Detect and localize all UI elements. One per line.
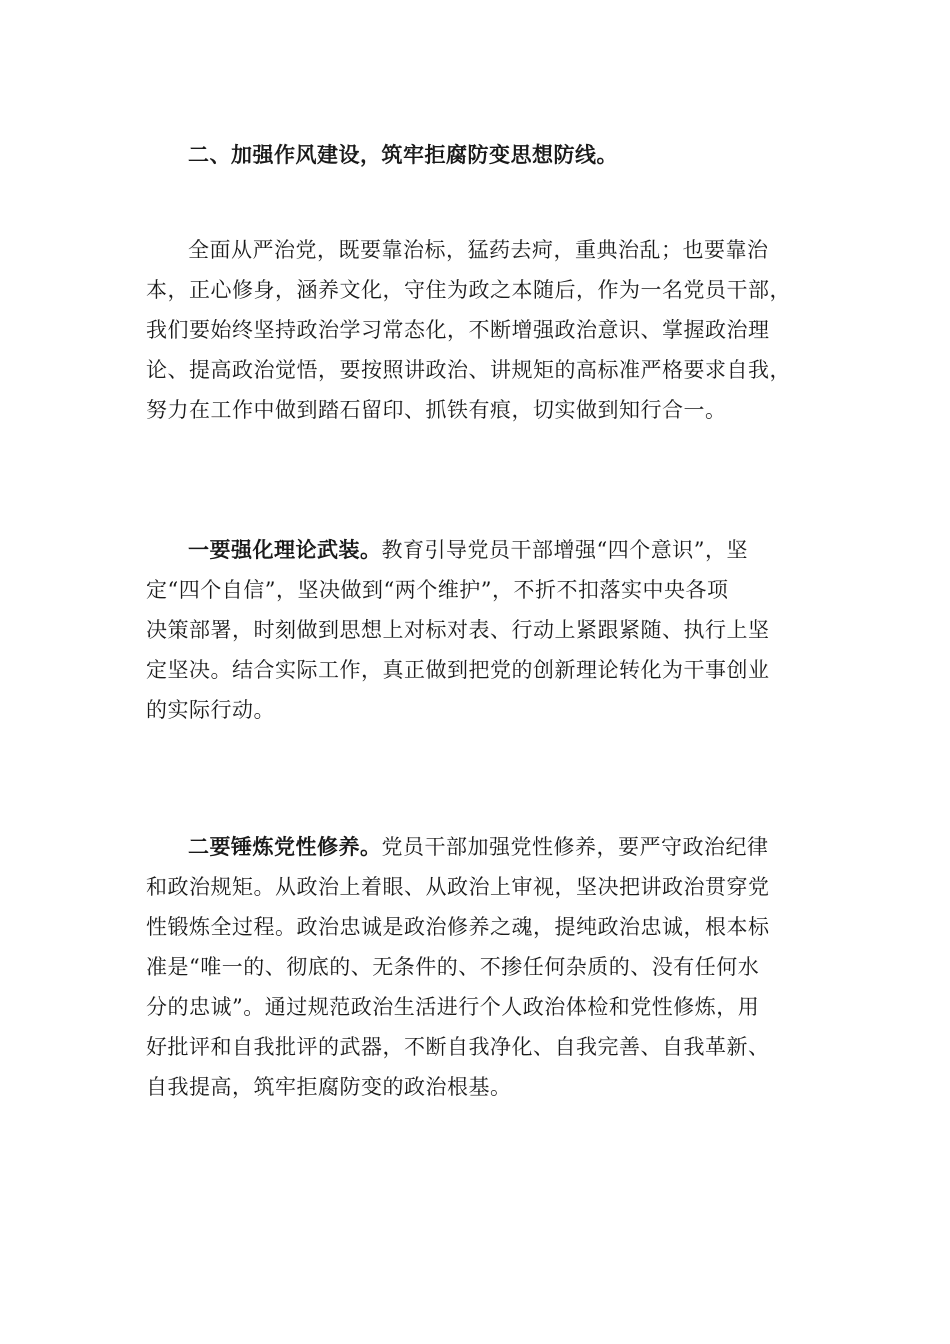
section-heading: 二、加强作风建设，筑牢拒腐防变思想防线。 <box>188 142 618 167</box>
paragraph-first-line <box>146 827 826 867</box>
paragraph-line: 努力在工作中做到踏石留印、抓铁有痕，切实做到知行合一。 <box>146 398 727 422</box>
paragraph-party-spirit <box>146 827 826 1107</box>
paragraph-line: 我们要始终坚持政治学习常态化，不断增强政治意识、掌握政治理 <box>146 318 770 342</box>
paragraph-line: 准是“唯一的、彻底的、无条件的、不掺任何杂质的、没有任何水 <box>146 955 760 979</box>
paragraph-theory <box>146 530 826 730</box>
paragraph-line: 性锻炼全过程。政治忠诚是政治修养之魂，提纯政治忠诚，根本标 <box>146 915 770 939</box>
paragraph-line: 和政治规矩。从政治上着眼、从政治上审视，坚决把讲政治贯穿党 <box>146 875 770 899</box>
paragraph-first-line <box>146 530 826 570</box>
paragraph-line: 分的忠诚”。通过规范政治生活进行个人政治体检和党性修炼，用 <box>146 995 760 1019</box>
paragraph-lead: 一要强化理论武装。 <box>188 537 382 562</box>
paragraph-line: 定坚决。结合实际工作，真正做到把党的创新理论转化为干事创业 <box>146 658 770 682</box>
paragraph-line: 决策部署，时刻做到思想上对标对表、行动上紧跟紧随、执行上坚 <box>146 618 770 642</box>
paragraph-first-line-text: 党员干部加强党性修养，要严守政治纪律 <box>381 835 769 859</box>
paragraph-overview <box>146 230 826 430</box>
paragraph-line: 定“四个自信”，坚决做到“两个维护”，不折不扣落实中央各项 <box>146 578 729 602</box>
paragraph-first-line-text: 教育引导党员干部增强“四个意识”，坚 <box>381 538 748 562</box>
paragraph-line: 本，正心修身，涵养文化，守住为政之本随后，作为一名党员干部， <box>146 278 791 302</box>
paragraph-line: 论、提高政治觉悟，要按照讲政治、讲规矩的高标准严格要求自我， <box>146 358 791 382</box>
paragraph-line: 全面从严治党，既要靠治标，猛药去疴，重典治乱；也要靠治 <box>188 238 769 262</box>
paragraph-lead: 二要锤炼党性修养。 <box>188 834 382 859</box>
paragraph-line: 好批评和自我批评的武器，不断自我净化、自我完善、自我革新、 <box>146 1035 770 1059</box>
paragraph-line: 自我提高，筑牢拒腐防变的政治根基。 <box>146 1075 512 1099</box>
paragraph-line: 的实际行动。 <box>146 698 275 722</box>
